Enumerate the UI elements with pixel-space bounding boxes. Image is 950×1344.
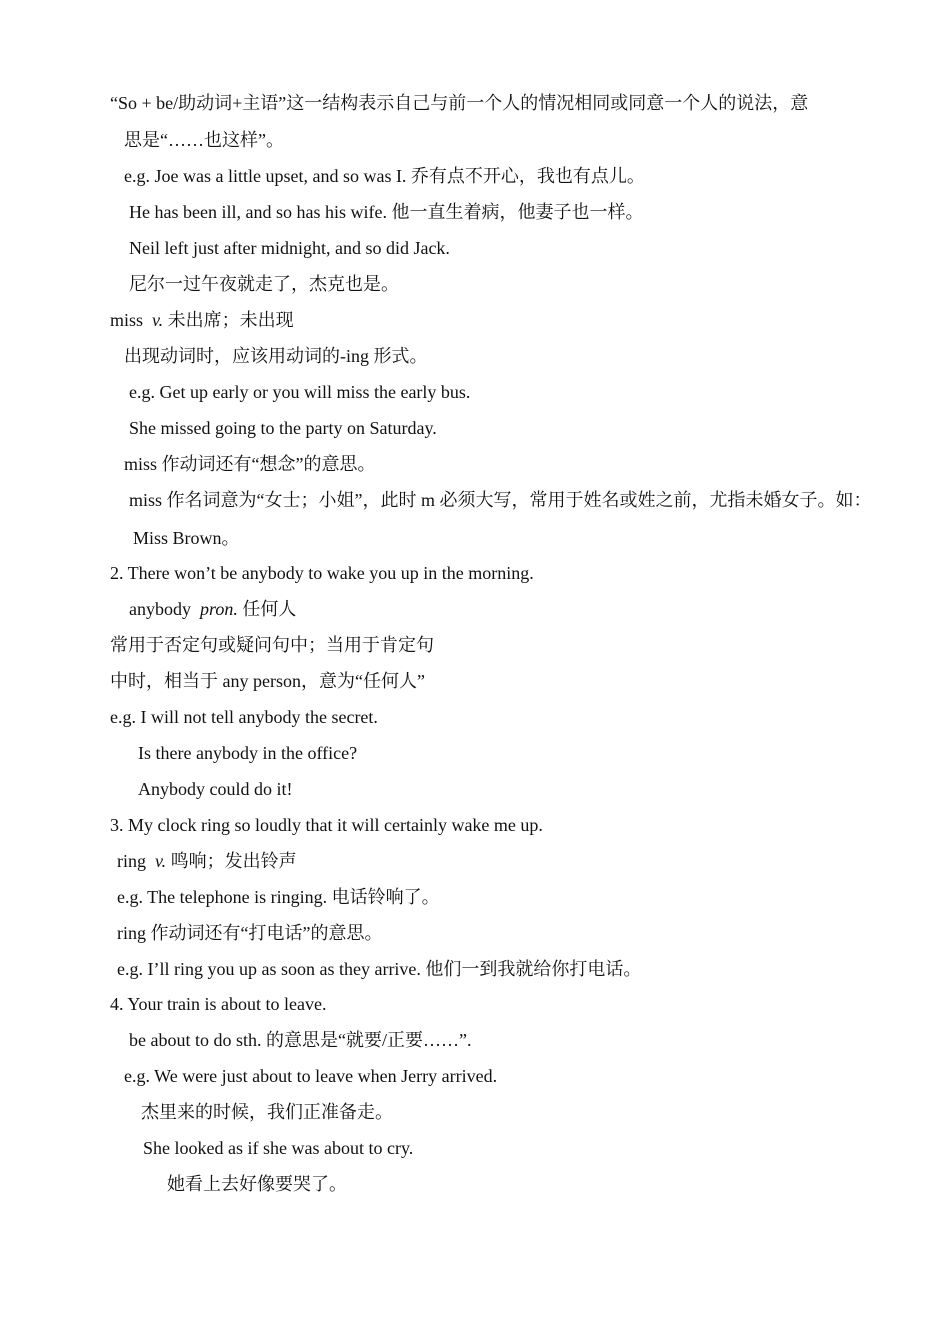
example-office: Is there anybody in the office? [138, 743, 358, 763]
part-of-speech: pron. [200, 599, 238, 619]
miss-verb-meaning-note: miss 作动词还有“想念”的意思。 [124, 454, 376, 474]
example-cry: She looked as if she was about to cry. [143, 1138, 414, 1158]
anybody-usage-line1: 常用于否定句或疑问句中；当用于肯定句 [110, 635, 434, 655]
vocab-entry-anybody [129, 597, 296, 621]
ring-verb-meaning-note: ring 作动词还有“打电话”的意思。 [117, 923, 383, 943]
example-anybody-could: Anybody could do it! [138, 779, 293, 799]
example-ill: He has been ill, and so has his wife. 他一直生着病，他妻子也一样。 [129, 202, 644, 222]
vocab-meaning: 鸣响；发出铃声 [170, 851, 297, 871]
example-cry-translation: 她看上去好像要哭了。 [167, 1174, 347, 1194]
example-telephone: e.g. The telephone is ringing. 电话铃响了。 [117, 887, 440, 907]
example-ring-up: e.g. I’ll ring you up as soon as they arrive. 他们一到我就给你打电话。 [117, 959, 642, 979]
vocab-word: miss [110, 310, 144, 330]
part-of-speech: v. [152, 310, 164, 330]
miss-brown-example: Miss Brown。 [133, 528, 240, 548]
miss-noun-note: miss 作名词意为“女士；小姐”，此时 m 必须大写，常用于姓名或姓之前，尤指未婚女子。如： [129, 490, 872, 510]
example-joe: e.g. Joe was a little upset, and so was I. 乔有点不开心，我也有点儿。 [124, 166, 645, 186]
so-be-structure-rule-line2: 思是“……也这样”。 [124, 130, 284, 150]
example-jerry-translation: 杰里来的时候，我们正准备走。 [141, 1102, 393, 1122]
vocab-entry-miss [110, 308, 294, 332]
vocab-word: ring [117, 851, 146, 871]
vocab-meaning: 任何人 [242, 599, 297, 619]
example-jerry: e.g. We were just about to leave when Jerry arrived. [124, 1066, 498, 1086]
vocab-entry-ring [117, 849, 297, 873]
example-neil: Neil left just after midnight, and so did Jack. [129, 238, 450, 258]
example-party: She missed going to the party on Saturday. [129, 418, 437, 438]
part-of-speech: v. [155, 851, 167, 871]
vocab-meaning: 未出席；未出现 [167, 310, 294, 330]
miss-usage-note: 出现动词时，应该用动词的-ing 形式。 [124, 346, 428, 366]
so-be-structure-rule-line1: “So + be/助动词+主语”这一结构表示自己与前一个人的情况相同或同意一个人的说法，意 [110, 93, 809, 113]
sentence-2: 2. There won’t be anybody to wake you up in the morning. [110, 563, 534, 583]
vocab-word: anybody [129, 599, 191, 619]
anybody-usage-line2: 中时，相当于 any person，意为“任何人” [110, 671, 425, 691]
example-bus: e.g. Get up early or you will miss the early bus. [129, 382, 471, 402]
sentence-4: 4. Your train is about to leave. [110, 994, 327, 1014]
be-about-to-note: be about to do sth. 的意思是“就要/正要……”. [129, 1030, 472, 1050]
example-neil-translation: 尼尔一过午夜就走了，杰克也是。 [129, 274, 399, 294]
example-secret: e.g. I will not tell anybody the secret. [110, 707, 378, 727]
sentence-3: 3. My clock ring so loudly that it will certainly wake me up. [110, 815, 543, 835]
